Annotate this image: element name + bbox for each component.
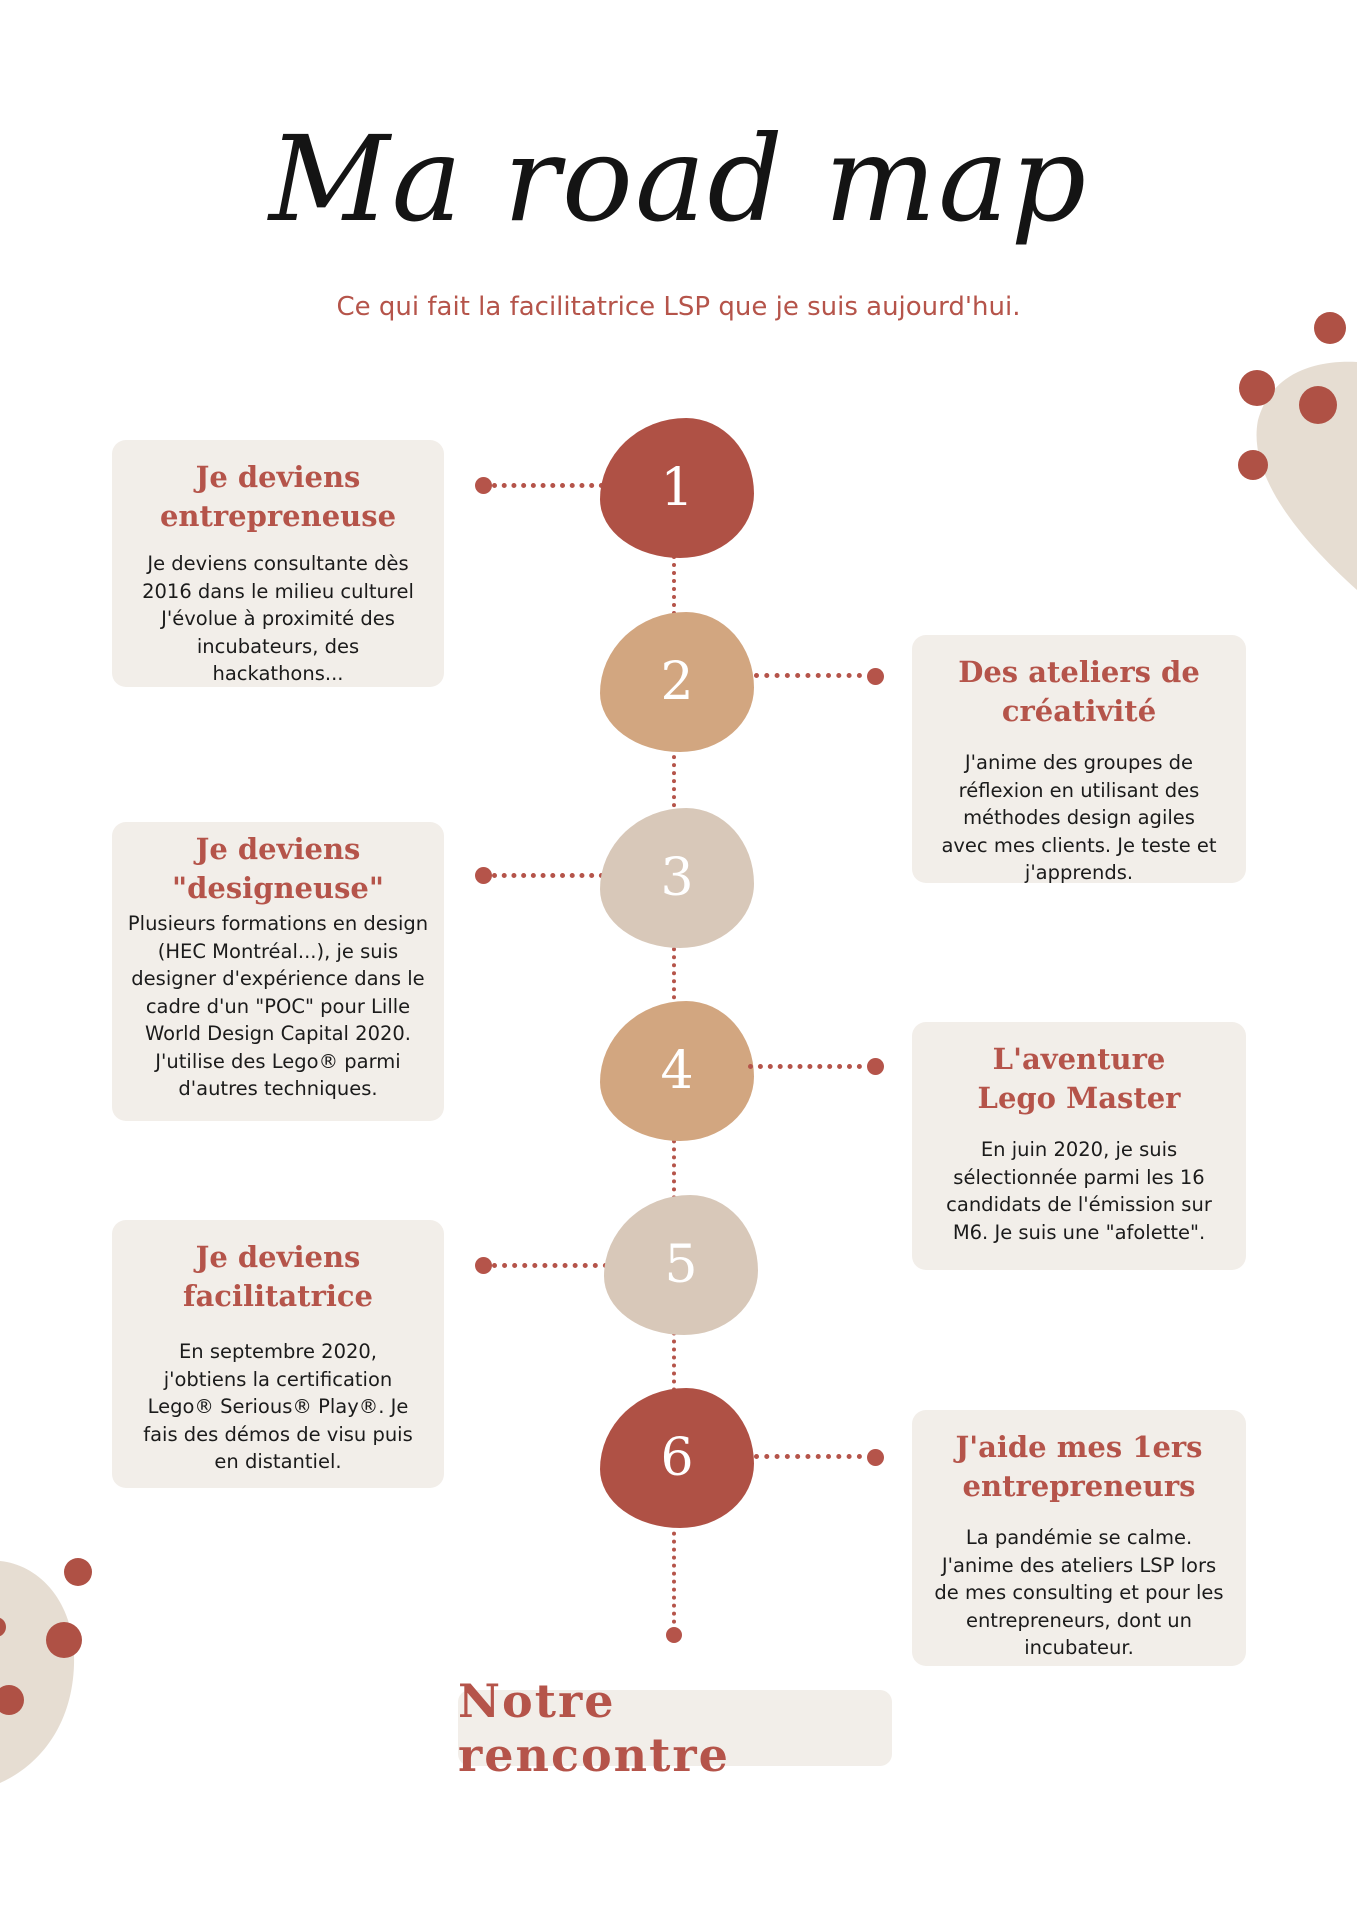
step-card-3 (112, 822, 444, 1121)
step-card-1 (112, 440, 444, 687)
step-title-2: Des ateliers de créativité (958, 655, 1200, 728)
step-text-1: Je deviens consultante dès 2016 dans le milieu culturel J'évolue à proximité des incubateurs, des hackathons... (142, 552, 414, 685)
page-subtitle: Ce qui fait la facilitatrice LSP que je suis aujourd'hui. (336, 292, 1021, 322)
step-title-1: Je deviens entrepreneuse (159, 460, 397, 533)
step-card-5 (112, 1220, 444, 1488)
step-title-3: Je deviens "designeuse" (172, 832, 384, 905)
connector-dot-3 (475, 867, 492, 884)
decorative-blob-top-right (1230, 300, 1357, 600)
step-badge-4: 4 (600, 1001, 754, 1141)
step-text-6: La pandémie se calme. J'anime des ateliers LSP lors de mes consulting et pour les entrepreneurs, dont un incubateur. (934, 1526, 1224, 1659)
step-badge-3: 3 (600, 808, 754, 948)
connector-dot-6 (867, 1449, 884, 1466)
connector-6 (754, 1454, 862, 1459)
connector-dot-4 (867, 1058, 884, 1075)
step-text-5: En septembre 2020, j'obtiens la certification Lego® Serious® Play®. Je fais des démos de visu puis en distantiel. (143, 1340, 413, 1473)
step-title-4: L'aventure Lego Master (977, 1042, 1181, 1115)
connector-5 (492, 1263, 608, 1268)
step-text-4: En juin 2020, je suis sélectionnée parmi les 16 candidats de l'émission sur M6. Je suis une "afolette". (946, 1138, 1212, 1244)
page-title: Ma road map (268, 110, 1089, 248)
connector-2 (754, 673, 862, 678)
step-text-2: J'anime des groupes de réflexion en utilisant des méthodes design agiles avec mes clients. Je teste et j'apprends. (941, 751, 1217, 884)
step-card-4 (912, 1022, 1246, 1270)
connector-dot-1 (475, 477, 492, 494)
connector-dot-5 (475, 1257, 492, 1274)
step-card-6 (912, 1410, 1246, 1666)
step-title-6: J'aide mes 1ers entrepreneurs (955, 1430, 1203, 1503)
step-title-5: Je deviens facilitatrice (183, 1240, 373, 1313)
step-badge-5: 5 (604, 1195, 758, 1335)
decorative-blob-bottom-left (0, 1555, 100, 1795)
connector-dot-2 (867, 668, 884, 685)
step-badge-6: 6 (600, 1388, 754, 1528)
step-card-2 (912, 635, 1246, 883)
step-badge-2: 2 (600, 612, 754, 752)
timeline-end-dot (666, 1627, 682, 1643)
step-text-3: Plusieurs formations en design (HEC Montréal...), je suis designer d'expérience dans le cadre d'un "POC" pour Lille World Design Capital 2020. J'utilise des Lego® parmi d'autres techniques. (127, 912, 429, 1100)
notre-rencontre-button[interactable]: Notre rencontre (458, 1690, 892, 1766)
connector-3 (492, 873, 604, 878)
connector-1 (492, 483, 604, 488)
step-badge-1: 1 (600, 418, 754, 558)
connector-4 (748, 1064, 862, 1069)
